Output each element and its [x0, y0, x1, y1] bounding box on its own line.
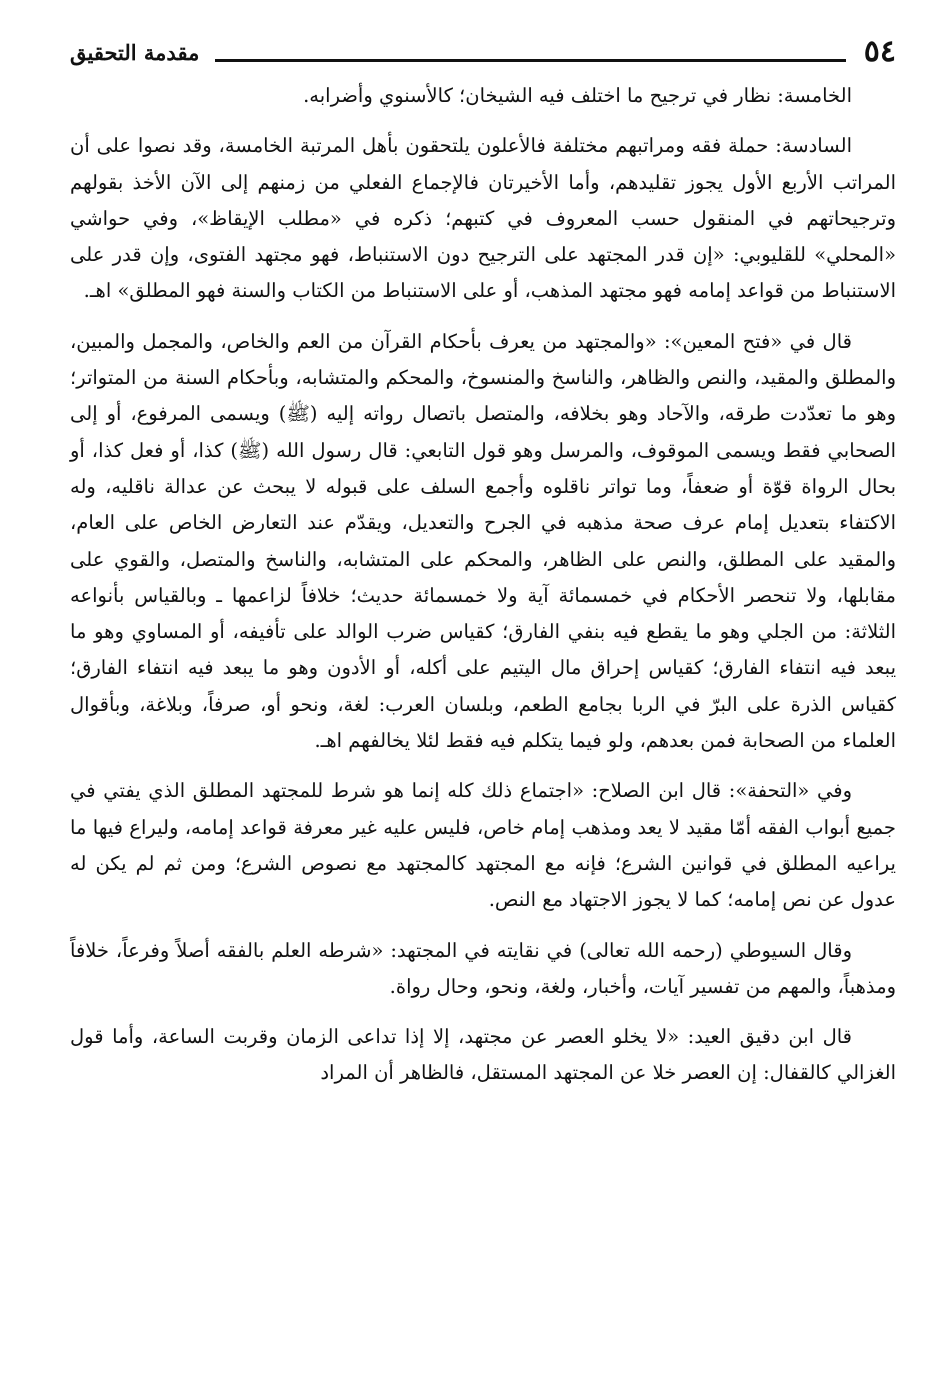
page-number: ٥٤	[863, 34, 896, 69]
paragraph-fifth-rank: الخامسة: نظار في ترجيح ما اختلف فيه الشيخان؛ كالأسنوي وأضرابه.	[303, 84, 852, 107]
header-rule	[215, 59, 845, 62]
paragraph-ibn-daqiq: قال ابن دقيق العيد: «لا يخلو العصر عن مجتهد، إلا إذا تداعى الزمان وقربت الساعة، وأما قول الغزالي كالقفال: إن العصر خلا عن المجتهد المستقل، فالظاهر أن المراد	[70, 1025, 896, 1085]
running-title: مقدمة التحقيق	[70, 39, 200, 65]
body-text	[70, 78, 896, 1092]
page-header	[70, 32, 896, 72]
paragraph-fath-al-muin: قال في «فتح المعين»: «والمجتهد من يعرف بأحكام القرآن من العم والخاص، والمجمل والمبين، والمطلق والمقيد، والنص والظاهر، والناسخ والمنسوخ، والمحكم والمتشابه، وبأحكام السنة من المتواتر؛ وهو ما تعدّدت طرقه، والآحاد وهو بخلافه، والمتصل باتصال رواته إليه (ﷺ) ويسمى المرفوع، أو إلى الصحابي فقط ويسمى الموقوف، والمرسل وهو قول التابعي: قال رسول الله (ﷺ) كذا، أو فعل كذا، أو بحال الرواة قوّة أو ضعفاً، وما تواتر ناقلوه وأجمع السلف على قبوله لا يبحث عن عدالة ناقليه، وله الاكتفاء بتعديل إمام عرف صحة مذهبه في الجرح والتعديل، ويقدّم عند التعارض الخاص على العام، والمقيد على المطلق، والنص على الظاهر، والمحكم على المتشابه، والناسخ والمتصل، والقوي على مقابلها، ولا تنحصر الأحكام في خمسمائة آية ولا خمسمائة حديث؛ خلافاً لزاعمها ـ وبالقياس بأنواعه الثلاثة: من الجلي وهو ما يقطع فيه بنفي الفارق؛ كقياس ضرب الوالد على تأفيفه، أو المساوي وهو ما يبعد فيه انتفاء الفارق؛ كقياس إحراق مال اليتيم على أكله، أو الأدون وهو ما يبعد فيه انتفاء الفارق؛ كقياس الذرة على البرّ في الربا بجامع الطعم، وبلسان العرب: لغة، ونحو أو، صرفاً، وبلاغة، وبأقوال العلماء من الصحابة فمن بعدهم، ولو فيما يتكلم فيه فقط لئلا يخالفهم اهـ.	[70, 329, 896, 753]
paragraph-tuhfa: وفي «التحفة»: قال ابن الصلاح: «اجتماع ذلك كله إنما هو شرط للمجتهد المطلق الذي يفتي في جميع أبواب الفقه أمّا مقيد لا يعد ومذهب إمام خاص، فليس عليه غير معرفة قواعد إمامه، وليراع فيها ما يراعيه المطلق في قوانين الشرع؛ فإنه مع المجتهد كالمجتهد مع نصوص الشرع؛ ومن ثم لم يكن له عدول عن نص إمامه؛ كما لا يجوز الاجتهاد مع النص.	[70, 779, 896, 912]
paragraph-sixth-rank: السادسة: حملة فقه ومراتبهم مختلفة فالأعلون يلتحقون بأهل المرتبة الخامسة، وقد نصوا على أن المراتب الأربع الأول يجوز تقليدهم، وأما الأخيرتان فالإجماع الفعلي من زمنهم إلى الآن الأخذ بقولهم وترجيحاتهم في المنقول حسب المعروف في كتبهم؛ ذكره في «مطلب الإيقاظ»، وفي حواشي «المحلي» للقليوبي: «إن قدر المجتهد على الترجيح دون الاستنباط، فهو مجتهد الفتوى، وإن قدر على الاستنباط من قواعد إمامه فهو مجتهد المذهب، أو على الاستنباط من الكتاب والسنة فهو المطلق» اهـ.	[70, 134, 896, 303]
paragraph-suyuti: وقال السيوطي (رحمه الله تعالى) في نقايته في المجتهد: «شرطه العلم بالفقه أصلاً وفرعاً، خلافاً ومذهباً، والمهم من تفسير آيات، وأخبار، ولغة، ونحو، وحال رواة.	[70, 938, 896, 998]
